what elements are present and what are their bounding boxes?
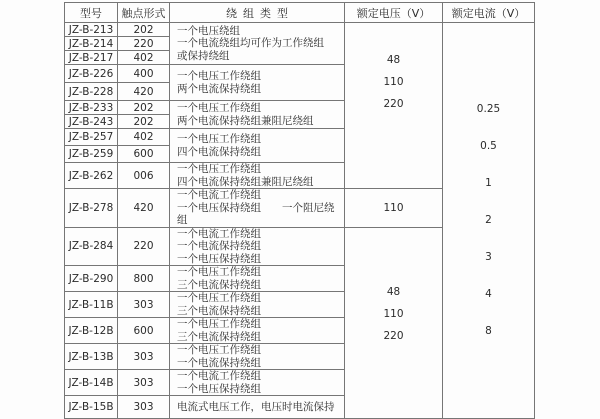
winding-line: 一个电流保持绕组: [177, 240, 261, 252]
contact-cell: 600: [118, 146, 170, 163]
winding-line: 一个电压保持绕组 一个阻尼绕组: [177, 201, 335, 226]
winding-line: 一个电压工作绕组: [177, 344, 261, 356]
winding-cell: [170, 189, 345, 228]
current-value: 4: [485, 288, 492, 300]
contact-cell: 220: [118, 37, 170, 51]
model-cell: JZ-B-226: [65, 65, 118, 83]
voltage-value: 220: [383, 97, 404, 110]
rated-voltage-cell: [345, 23, 443, 189]
winding-line: 一个电流绕组均可作为工作绕组: [177, 37, 324, 50]
winding-cell: [170, 266, 345, 292]
model-cell: JZ-B-15B: [65, 396, 118, 419]
table-row: [65, 23, 535, 37]
voltage-value: 48: [386, 53, 401, 66]
voltage-values: [345, 49, 442, 115]
header-winding-type: 绕组类型: [170, 3, 345, 23]
model-cell: JZ-B-290: [65, 266, 118, 292]
current-values: [443, 91, 534, 350]
voltage-values: [345, 197, 442, 219]
current-value: 3: [485, 251, 492, 263]
rated-voltage-cell: [345, 227, 443, 419]
contact-cell: 420: [118, 83, 170, 101]
winding-cell: [170, 344, 345, 370]
winding-line: 一个电压工作绕组: [177, 163, 261, 175]
voltage-value: 220: [383, 329, 404, 342]
winding-line: 三个电流保持绕组: [177, 278, 261, 291]
winding-line: 两个电流保持绕组兼阻尼绕组: [177, 114, 314, 127]
contact-cell: 303: [118, 292, 170, 318]
model-cell: JZ-B-233: [65, 101, 118, 115]
winding-line: 一个电压工作绕组: [177, 102, 261, 114]
contact-cell: 303: [118, 370, 170, 396]
model-cell: JZ-B-11B: [65, 292, 118, 318]
contact-cell: 800: [118, 266, 170, 292]
header-model: 型号: [65, 3, 118, 23]
winding-cell: [170, 370, 345, 396]
model-cell: JZ-B-262: [65, 163, 118, 189]
voltage-value: 48: [386, 285, 401, 298]
winding-line: 或保持绕组: [177, 49, 230, 62]
winding-line: 一个电流工作绕组: [177, 370, 261, 382]
contact-cell: 600: [118, 318, 170, 344]
voltage-value: 110: [383, 201, 404, 214]
contact-cell: 202: [118, 23, 170, 37]
winding-line: 一个电流保持绕组: [177, 356, 261, 369]
winding-cell: [170, 129, 345, 163]
contact-cell: 202: [118, 101, 170, 115]
model-cell: JZ-B-214: [65, 37, 118, 51]
rated-current-cell: [443, 23, 535, 419]
header-contact-form: 触点形式: [118, 3, 170, 23]
contact-cell: 402: [118, 129, 170, 146]
contact-cell: 006: [118, 163, 170, 189]
contact-cell: 303: [118, 344, 170, 370]
winding-line: 四个电流保持绕组: [177, 145, 261, 158]
voltage-value: 110: [383, 75, 404, 88]
relay-spec-table: [64, 2, 535, 419]
contact-cell: 220: [118, 227, 170, 266]
winding-cell: [170, 396, 345, 419]
winding-line: 一个电压工作绕组: [177, 70, 261, 82]
winding-line: 三个电流保持绕组: [177, 304, 261, 317]
contact-cell: 303: [118, 396, 170, 419]
winding-line: 一个电压工作绕组: [177, 292, 261, 304]
winding-line: 一个电压工作绕组: [177, 133, 261, 145]
rated-voltage-cell: [345, 189, 443, 228]
contact-cell: 400: [118, 65, 170, 83]
contact-cell: 202: [118, 115, 170, 129]
winding-cell: [170, 163, 345, 189]
model-cell: JZ-B-284: [65, 227, 118, 266]
model-cell: JZ-B-14B: [65, 370, 118, 396]
current-value: 0.5: [480, 140, 497, 152]
current-value: 1: [485, 177, 492, 189]
winding-cell: [170, 292, 345, 318]
winding-cell: [170, 65, 345, 101]
model-cell: JZ-B-257: [65, 129, 118, 146]
winding-line: 一个电压工作绕组: [177, 318, 261, 330]
model-cell: JZ-B-213: [65, 23, 118, 37]
winding-line: 一个电压保持绕组: [177, 252, 261, 265]
current-value: 8: [485, 325, 492, 337]
winding-cell: [170, 23, 345, 65]
contact-cell: 402: [118, 51, 170, 65]
header-rated-voltage: 额定电压（V）: [345, 3, 443, 23]
header-rated-current: 额定电流（V）: [443, 3, 535, 23]
model-cell: JZ-B-243: [65, 115, 118, 129]
winding-line: 一个电压绕组: [177, 24, 240, 37]
winding-cell: [170, 318, 345, 344]
contact-cell: 420: [118, 189, 170, 228]
voltage-values: [345, 281, 442, 347]
winding-line: 三个电流保持绕组: [177, 330, 261, 343]
winding-line: 一个电压工作绕组: [177, 266, 261, 278]
header-row: [65, 3, 535, 23]
winding-cell: [170, 101, 345, 129]
model-cell: JZ-B-217: [65, 51, 118, 65]
model-cell: JZ-B-228: [65, 83, 118, 101]
current-value: 0.25: [476, 103, 501, 115]
winding-line: 一个电流工作绕组: [177, 227, 261, 240]
winding-line: 电流式电压工作，电压时电流保持: [177, 400, 335, 413]
model-cell: JZ-B-278: [65, 189, 118, 228]
winding-cell: [170, 227, 345, 266]
model-cell: JZ-B-13B: [65, 344, 118, 370]
winding-line: 一个电流工作绕组: [177, 189, 261, 201]
model-cell: JZ-B-12B: [65, 318, 118, 344]
winding-line: 四个电流保持绕组兼阻尼绕组: [177, 175, 314, 188]
current-value: 2: [485, 214, 492, 226]
voltage-value: 110: [383, 307, 404, 320]
model-cell: JZ-B-259: [65, 146, 118, 163]
winding-line: 两个电流保持绕组: [177, 82, 261, 95]
winding-line: 一个电压保持绕组: [177, 382, 261, 395]
